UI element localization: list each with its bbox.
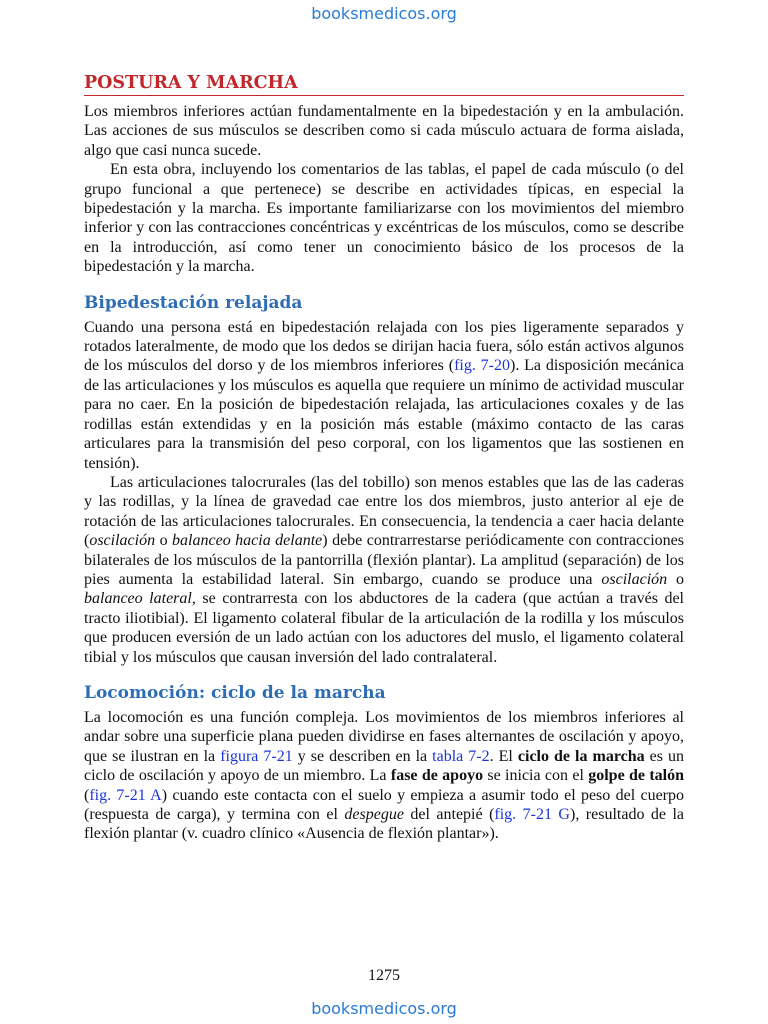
bipedestacion-paragraph-1: Cuando una persona está en bipedestación relajada con los pies ligeramente separados y rotados lateralmente, de modo que los dedos se dirijan hacia fuera, sólo están activos algunos de los músculos del dorso y de los miembros inferiores (fig. 7-20). La disposición mecánica de las articulaciones y los músculos es aquella que requiere un mínimo de actividad muscular para no caer. En la posición de bipedestación relajada, las articulaciones coxales y de las rodillas están extendidas y en la posición más estable (máximo contacto de las caras articulares para la transmisión del peso corporal, con los ligamentos que las sostienen en tensión). [84, 318, 684, 472]
table-link-7-2[interactable]: tabla 7-2 [432, 747, 490, 765]
intro-paragraph-1: Los miembros inferiores actúan fundamentalmente en la bipedestación y en la ambulación. Las acciones de sus músculos se describen como si cada músculo actuara de forma aislada, algo que casi nunca sucede. [84, 103, 684, 159]
figure-link-7-21-a[interactable]: fig. 7-21 A [89, 786, 162, 804]
subsection-title-bipedestacion: Bipedestación relajada [84, 292, 303, 313]
section-title: POSTURA Y MARCHA [84, 72, 684, 96]
figure-link-7-21[interactable]: figura 7-21 [220, 747, 293, 765]
page-number: 1275 [368, 967, 400, 984]
figure-link-7-21-g[interactable]: fig. 7-21 G [494, 806, 570, 823]
locomocion-paragraph-1: La locomoción es una función compleja. Los movimientos de los miembros inferiores al andar sobre una superficie plana pueden dividirse en fases alternantes de oscilación y apoyo, que se ilustran en la figura 7-21 y se describen en la tabla 7-2. El ciclo de la marcha es un ciclo de oscilación y apoyo de un miembro. La fase de apoyo se inicia con el golpe de talón (fig. 7-21 A) cuando este contacta con el suelo y empieza a asumir todo el peso del cuerpo (respuesta de carga), y termina con el despegue del antepié (fig. 7-21 G), resultado de la flexión plantar (v. cuadro clínico «Ausencia de flexión plantar»). [84, 708, 685, 843]
bipedestacion-paragraph-2: Las articulaciones talocrurales (las del tobillo) son menos estables que las de las caderas y las rodillas, y la línea de gravedad cae entre los dos miembros, justo anterior al eje de rotación de las articulaciones talocrurales. En consecuencia, la tendencia a caer hacia delante (oscilación o balanceo hacia delante) debe contrarrestarse periódicamente con contracciones bilaterales de los músculos de la pantorrilla (flexión plantar). La amplitud (separación) de los pies aumenta la estabilidad lateral. Sin embargo, cuando se produce una oscilación o balanceo lateral, se contrarresta con los abductores de la cadera (que actúan a través del tracto iliotibial). El ligamento colateral fibular de la articulación de la rodilla y los músculos que producen eversión de un lado actúan con los aductores del muslo, el ligamento colateral tibial y los músculos que causan inversión del lado contralateral. [84, 473, 685, 666]
site-link-footer[interactable]: booksmedicos.org [311, 999, 457, 1018]
site-link-header[interactable]: booksmedicos.org [311, 4, 457, 23]
figure-link-7-20[interactable]: fig. 7-20 [454, 357, 510, 375]
subsection-title-locomocion: Locomoción: ciclo de la marcha [84, 682, 386, 703]
intro-paragraph-2: En esta obra, incluyendo los comentarios de las tablas, el papel de cada músculo (o del grupo funcional a que pertenece) se describe en actividades típicas, en especial la bipedestación y la marcha. Es importante familiarizarse con los movimientos del miembro inferior y con las contracciones concéntricas y excéntricas de los músculos, como se describe en la introducción, así como tener un conocimiento básico de los procesos de la bipedestación y la marcha. [84, 161, 684, 276]
page-content [84, 72, 684, 844]
